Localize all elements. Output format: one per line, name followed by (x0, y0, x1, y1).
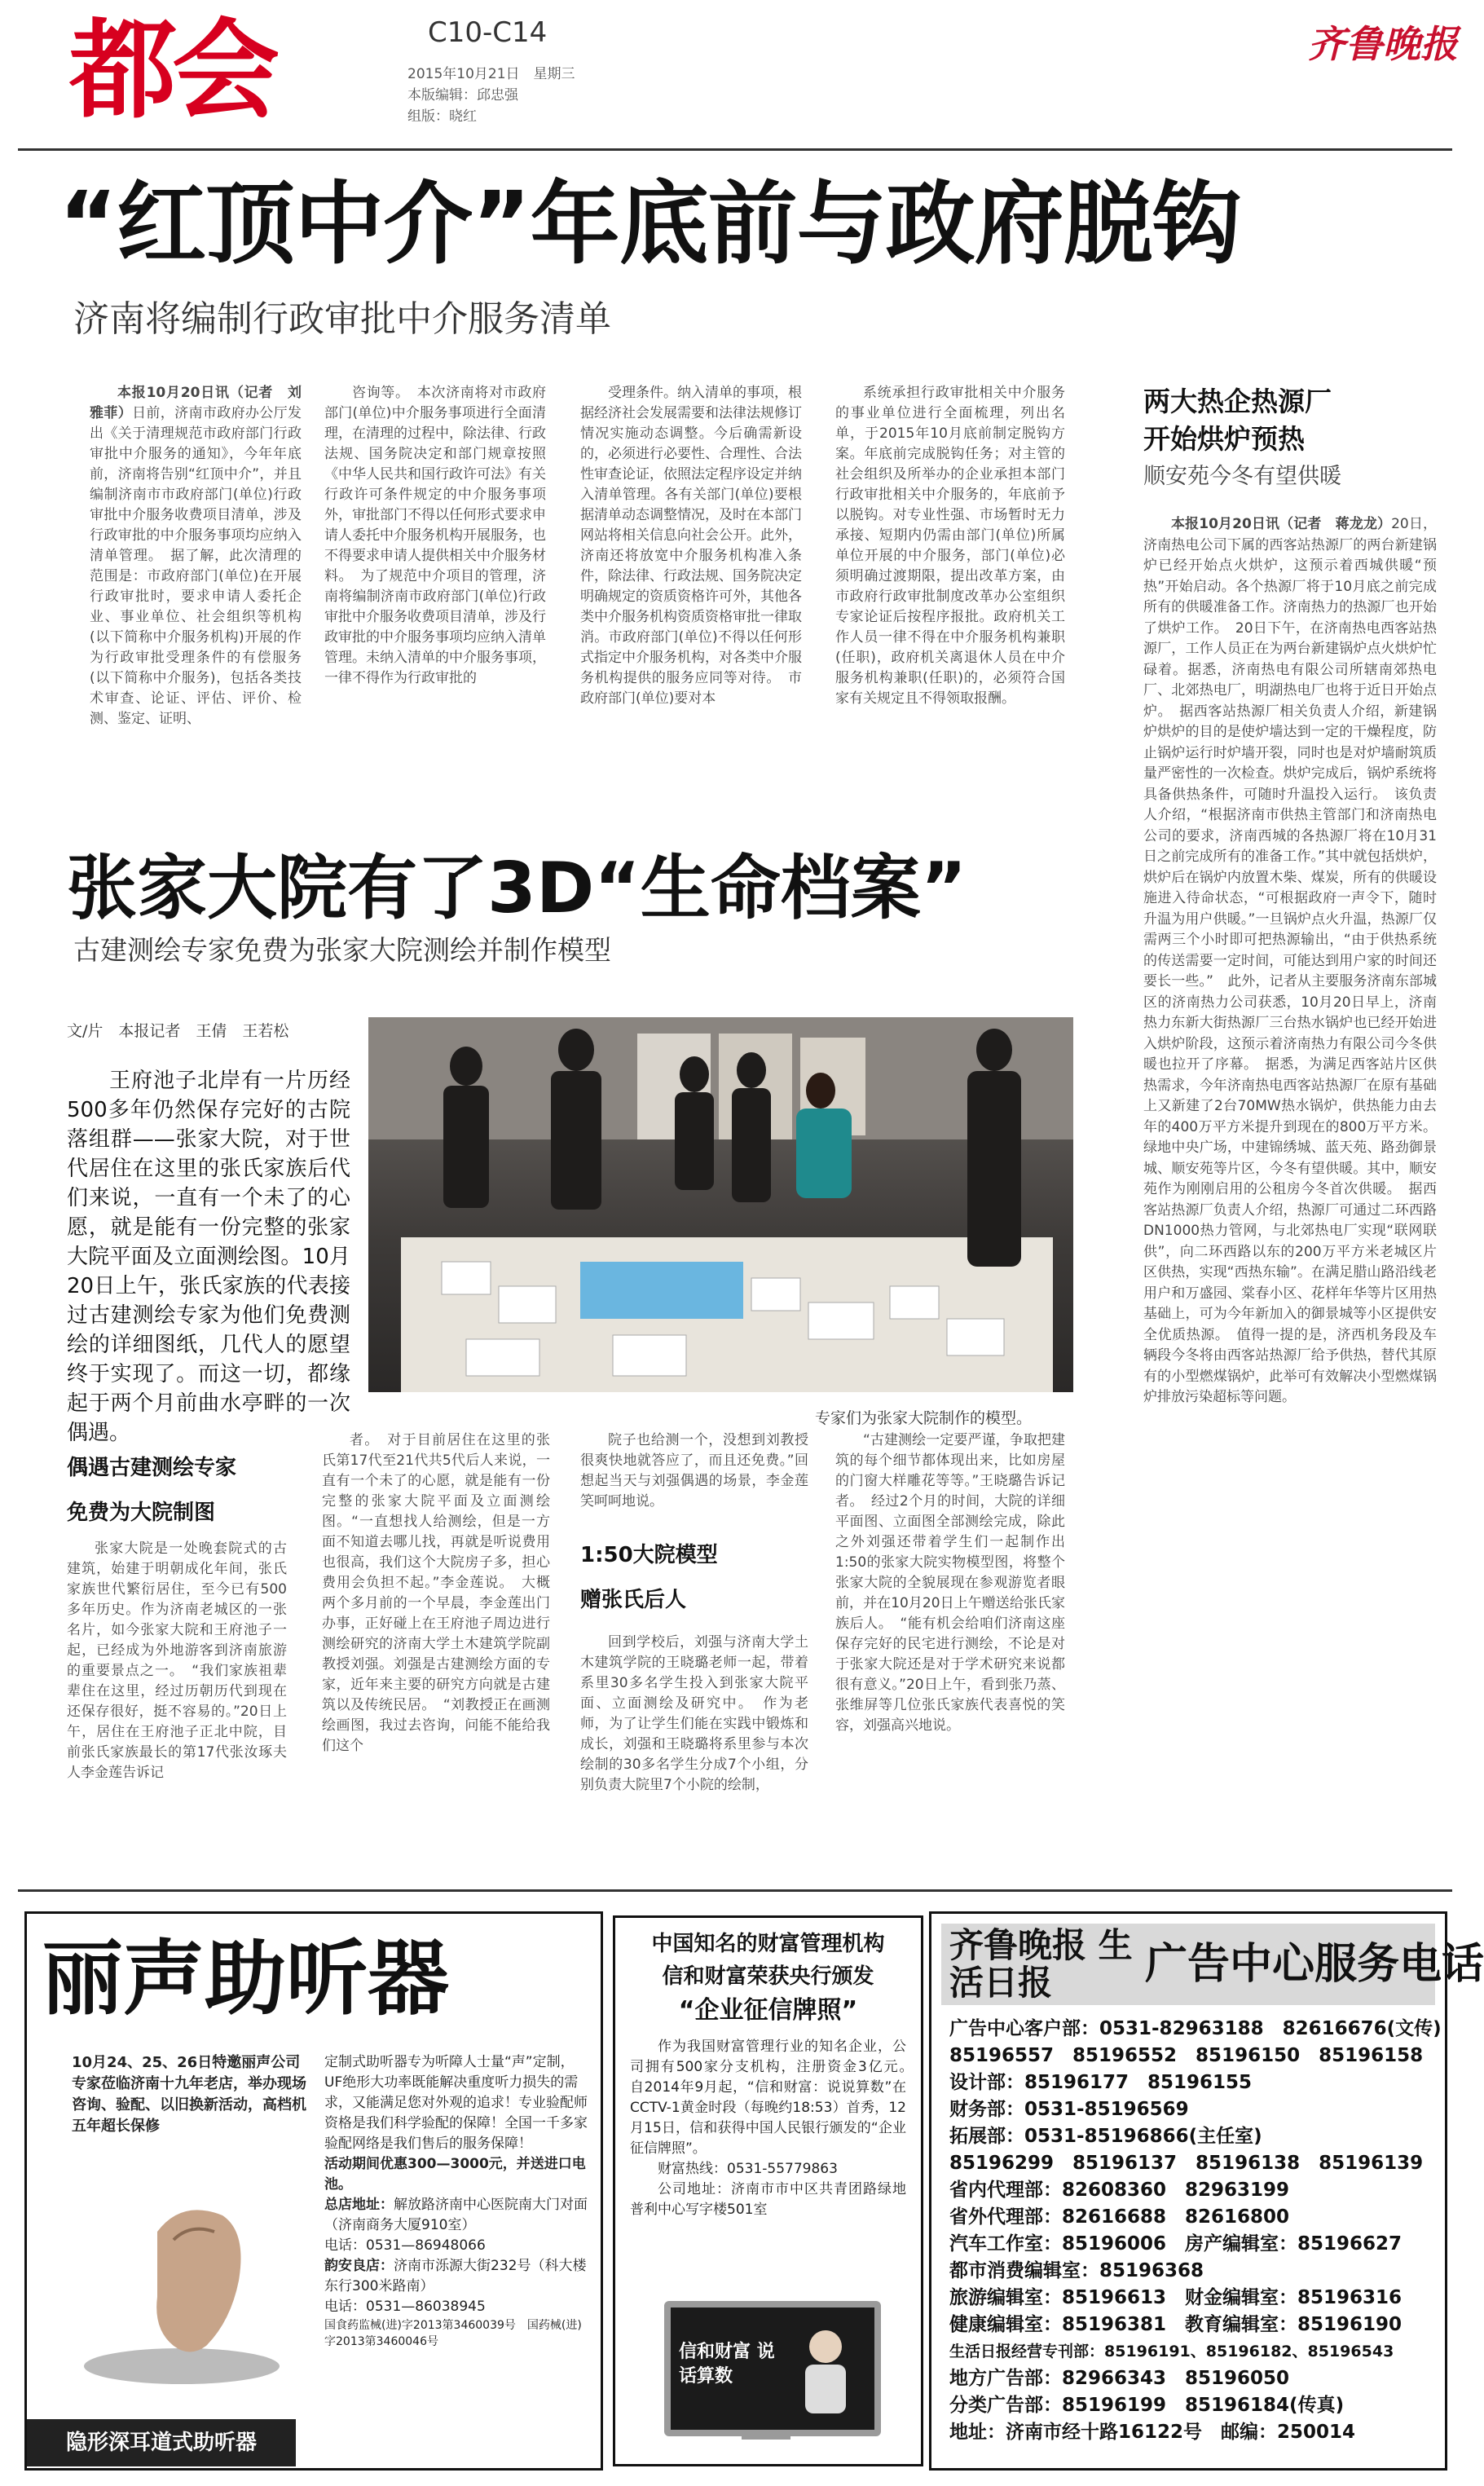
credit-ad-title-2: 信和财富荣获央行颁发 (662, 1964, 874, 1989)
story2-section2-title: 1:50大院模型 赠张氏后人 (580, 1543, 718, 1612)
directory-row: 省外代理部：82616688 82616800 (949, 2206, 1290, 2228)
credit-ad-title-3: “企业征信牌照” (678, 1996, 858, 2025)
model-photo (368, 1017, 1073, 1392)
story2-byline: 文/片 本报记者 王倩 王若松 (67, 1022, 289, 1040)
person-icon (793, 2324, 858, 2413)
directory-row: 分类广告部：85196199 85196184(传真) (949, 2395, 1345, 2416)
directory-row: 生活日报经营专刊部：85196191、85196182、85196543 (949, 2343, 1394, 2360)
story1-column-1: 本报10月20日讯（记者 刘雅菲）日前，济南市政府办公厅发出《关于清理规范市政府部门行政审批中介服务的通知》，今年年底前，济南将告别“红顶中介”，并且编制济南市市政府部门(单位)行政审批中介服务收费项目清单，涉及行政审批的中介服务事项均应纳入清单管理。 据了解，此次清理的范围是：市政府部门(单位)在开展行政审批时，要求申请人委托企业、事业单位、社会组织等机构(以下简称中介服务机构)开展的作为行政审批受理条件的有偿服务(以下简称中介服务)，包括各类技术审查、论证、评估、评价、检测、鉴定、证明、 (90, 385, 302, 727)
sidebar-dateline: 本报10月20日讯（记者 蒋龙龙） (1171, 516, 1392, 532)
sidebar-article (1143, 383, 1437, 1883)
model-photo-illustration (368, 1017, 1073, 1392)
directory-list (949, 2016, 1442, 2446)
sidebar-headline-2: 开始烘炉预热 (1143, 423, 1305, 455)
story1-column-3: 受理条件。纳入清单的事项，根据经济社会发展需要和法律法规修订情况实施动态调整。今后确需新设的，必须进行必要性、合理性、合法性审查论证，依照法定程序设定并纳入清单管理。各有关部门(单位)要根据清单动态调整情况，及时在本部门网站将相关信息向社会公开。此外，济南还将放宽中介服务机构准入条件，除法律、行政法规、国务院决定明确规定的资质资格许可外，其他各类中介服务机构资质资格审批一律取消。市政府部门(单位)不得以任何形式指定中介服务机构，对各类中介服务机构提供的服务应同等对待。 市政府部门(单位)要对本 (580, 385, 802, 707)
story2-column-1: 张家大院是一处晚套院式的古建筑，始建于明朝成化年间，张氏家族世代繁衍居住，至今已有500多年历史。作为济南老城区的一张名片，如今张家大院和王府池子一起，已经成为外地游客到济南旅游的重要景点之一。 “我们家族祖辈辈住在这里，经过历朝历代到现在还保存很好，挺不容易的。”20日上午，居住在王府池子正北中院，目前张氏家族最长的第17代张汝琢夫人李金莲告诉记 (67, 1541, 287, 1781)
hearing-aid-ad (24, 1911, 603, 2471)
hearing-ad-banner: 隐形深耳道式助听器 (27, 2419, 296, 2466)
story2-section1-title: 偶遇古建测绘专家 免费为大院制图 (67, 1456, 237, 1525)
hearing-ad-intro: 10月24、25、26日特邀丽声公司专家莅临济南十九年老店，举办现场咨询、验配、以旧换新活动，高档机五年超长保修 (72, 2054, 306, 2135)
credit-ad (613, 1915, 923, 2466)
layout-credit: 组版：晓红 (407, 108, 477, 125)
credit-ad-tv (664, 2301, 881, 2436)
masthead-rule (18, 148, 1452, 151)
directory-row: 85196557 85196552 85196150 85196158 (949, 2045, 1424, 2066)
directory-row: 设计部：85196177 85196155 (949, 2072, 1253, 2093)
story2-lead: 王府池子北岸有一片历经500多年仍然保存完好的古院落组群——张家大院，对于世代居住在这里的张氏家族后代们来说，一直有一个未了的心愿，就是能有一份完整的张家大院平面及立面测绘图。10月20日上午，张氏家族的代表接过古建测绘专家为他们免费测绘的详细图纸，几代人的愿望终于实现了。而这一切，都缘起于两个月前曲水亭畔的一次偶遇。 (67, 1069, 350, 1445)
directory-title: 广告中心服务电话 (1145, 1940, 1484, 1989)
ads-rule (18, 1889, 1452, 1892)
sidebar-body: 本报10月20日讯（记者 蒋龙龙）20日，济南热电公司下属的西客站热源厂的两台新建锅炉已经开始点火烘炉，这预示着西城供暖“预热”开始启动。各个热源厂将于10月底之前完成所有的供暖准备工作。济南热力的热源厂也开始了烘炉工作。 20日下午，在济南热电西客站热源厂，工作人员正在为两台新建锅炉点火烘炉忙碌着。据悉，济南热电有限公司所辖南郊热电厂、北郊热电厂，明湖热电厂也将于近日开始点炉。 据西客站热源厂相关负责人介绍，新建锅炉烘炉的目的是使炉墙达到一定的干燥程度，防止锅炉运行时炉墙开裂，同时也是对炉墙耐筑质量严密性的一次检查。烘炉完成后，锅炉系统将具备供热条件，可随时升温投入运行。 该负责人介绍，“根据济南市供热主管部门和济南热电公司的要求，济南西城的各热源厂将在10月31日之前完成所有的准备工作。”其中就包括烘炉，烘炉后在锅炉内放置木柴、煤炭，所有的供暖设施进入待命状态，“可根据政府一声令下，随时升温为用户供暖。”一旦锅炉点火升温，热源厂仅需两三个小时即可把热源输出，“由于供热系统的传送需要一定时间，可能达到用户家的时间还要长一些。” 此外，记者从主要服务济南东部城区的济南热力公司获悉，10月20日早上，济南热力东新大街热源厂三台热水锅炉也已经开始进入烘炉阶段，这预示着济南热力有限公司今冬供暖也拉开了序幕。 据悉，为满足西客站片区供热需求，今年济南热电西客站热源厂在原有基础上又新建了2台70MW热水锅炉，供热能力由去年的400万平方米提升到现在的800万平方米。绿地中央广场，中建锦绣城、蓝天苑、路劲御景城、顺安苑等片区，今冬有望供暖。其中，顺安苑作为刚刚启用的公租房今冬首次供暖。 据西客站热源厂负责人介绍，热源厂可通过二环西路DN1000热力管网，与北郊热电厂实现“联网联供”，向二环西路以东的200万平方米老城区片区供热，实现“西热东输”。在满足腊山路沿线老用户和万盛园、棠春小区、花样年华等片区用热基础上，可为今年新加入的御景城等小区提供安全优质热源。 值得一提的是，济西机务段及车辆段今冬将由西客站热源厂给予供热，替代其原有的小型燃煤锅炉，此举可有效解决小型燃煤锅炉排放污染超标等问题。 (1143, 516, 1437, 1405)
directory-row: 85196299 85196137 85196138 85196139 (949, 2153, 1424, 2174)
directory-row: 地方广告部：82966343 85196050 (949, 2368, 1290, 2389)
directory-row: 拓展部：0531-85196866(主任室) (949, 2126, 1262, 2147)
directory-row: 汽车工作室：85196006 房产编辑室：85196627 (949, 2233, 1403, 2255)
credit-ad-body: 作为我国财富管理行业的知名企业，公司拥有500家分支机构，注册资金3亿元。 自2014年9月起，“信和财富：说说算数”在CCTV-1黄金时段（每晚约18:53）首秀，12月15日，信和获得中国人民银行颁发的“企业征信牌照”。 财富热线：0531-55779863 公司地址：济南市市中区共青团路绿地普利中心写字楼501室 (630, 2039, 920, 2218)
hearing-ad-title: 丽声助听器 (42, 1931, 449, 2026)
tv-stand (742, 2430, 790, 2440)
story1-dateline: 本报10月20日讯（记者 刘雅菲） (90, 385, 302, 421)
page-range: C10-C14 (428, 16, 548, 49)
story1-headline: “红顶中介”年底前与政府脱钩 (59, 172, 1241, 276)
hearing-aid-icon (59, 2183, 304, 2395)
directory-row: 都市消费编辑室：85196368 (949, 2260, 1204, 2281)
hearing-ad-details: 定制式助听器专为听障人士量“声”定制，UF绝形大功率既能解决重度听力损失的需求，又能满足您对外观的追求！专业验配师资格是我们科学验配的保障！全国一千多家验配网络是我们售后的服务保障！ 活动期间优惠300—3000元，并送进口电池。 总店地址：解放路济南中心医院南大门对面（济南商务大厦910室） 电话：0531—86948066 韵安良店：济南市泺源大街232号（科大楼东行300米路南） 电话：0531—86038945 国食药监械(进)字2013第3460039号 国药械(进)字2013第3460046号 (324, 2054, 588, 2348)
directory-row: 地址：济南市经十路16122号 邮编：250014 (949, 2422, 1356, 2443)
credit-ad-title-1: 中国知名的财富管理机构 (651, 1932, 885, 1956)
directory-row: 省内代理部：82608360 82963199 (949, 2180, 1290, 2201)
directory-row: 财务部：0531-85196569 (949, 2099, 1189, 2120)
credit-ad-tv-text: 信和财富 说话算数 (679, 2342, 775, 2387)
editor-credit: 本版编辑：邱忠强 (407, 87, 518, 104)
directory-header (941, 1924, 1484, 2005)
sidebar-subhead: 顺安苑今冬有望供暖 (1143, 464, 1341, 489)
issue-meta (407, 64, 575, 127)
story2-column-3: 院子也给测一个，没想到刘教授很爽快地就答应了，而且还免费。”回想起当天与刘强偶遇的场景，李金莲笑呵呵地说。 1:50大院模型 赠张氏后人 回到学校后，刘强与济南大学土木建筑学院的王晓璐老师一起，带着系里30多名学生投入到张家大院平面、立面测绘及研究中。 作为老师，为了让学生们能在实践中锻炼和成长，刘强和王晓璐将系里参与本次绘制的30多名学生分成7个小组，分别负责大院里7个小院的绘制， (580, 1432, 808, 1793)
story2-headline: 张家大院有了3D“生命档案” (67, 848, 967, 929)
issue-date: 2015年10月21日 星期三 (407, 66, 575, 82)
sidebar-headline-1: 两大热企热源厂 (1143, 386, 1332, 417)
photo-caption: 专家们为张家大院制作的模型。 (815, 1409, 1033, 1427)
section-title: 都会 (69, 8, 275, 134)
story2-subhead: 古建测绘专家免费为张家大院测绘并制作模型 (73, 934, 611, 966)
directory-row: 旅游编辑室：85196613 财金编辑室：85196316 (949, 2287, 1403, 2308)
ad-service-directory (929, 1911, 1484, 2471)
story1-column-2: 咨询等。 本次济南将对市政府部门(单位)中介服务事项进行全面清理，在清理的过程中，除法律、行政法规、国务院决定和部门规章按照《中华人民共和国行政许可法》有关行政许可条件规定的中介服务事项外，审批部门不得以任何形式要求申请人委托中介服务机构开展服务，也不得要求申请人提供相关中介服务材料。 为了规范中介项目的管理，济南将编制济南市政府部门(单位)行政审批中介服务收费项目清单，涉及行政审批的中介服务事项均应纳入清单管理。未纳入清单的中介服务事项，一律不得作为行政审批的 (324, 385, 546, 686)
story1-column-4: 系统承担行政审批相关中介服务的事业单位进行全面梳理，列出名单，于2015年10月底前制定脱钩方案。年底前完成脱钩任务；对主管的社会组织及所举办的企业承担本部门行政审批相关中介服务的，年底前予以脱钩。对专业性强、市场暂时无力承接、短期内仍需由部门(单位)所属单位开展的中介服务，部门(单位)必须明确过渡期限，提出改革方案，由市政府行政审批制度改革办公室组织专家论证后按程序报批。政府机关工作人员一律不得在中介服务机构兼职(任职)，政府机关离退休人员在中介服务机构兼职(任职)的，必须符合国家有关规定且不得领取报酬。 (835, 385, 1065, 707)
story1-subhead: 济南将编制行政审批中介服务清单 (73, 298, 611, 340)
newspaper-logo: 齐鲁晚报 (1308, 22, 1458, 66)
directory-row: 广告中心客户部：0531-82963188 82616676(文传) (949, 2018, 1442, 2039)
story2-column-2: 者。 对于目前居住在这里的张氏第17代至21代共5代后人来说，一直有一个未了的心愿，就是能有一份完整的张家大院平面及立面测绘图。“一直想找人给测绘，但是一方面不知道去哪儿找，再就是听说费用也很高，我们这个大院房子多，担心费用会负担不起。”李金莲说。 大概两个多月前的一个早晨，李金莲出门办事，正好碰上在王府池子周边进行测绘研究的济南大学土木建筑学院副教授刘强。刘强是古建测绘方面的专家，近年来主要的研究方向就是古建筑以及传统民居。 “刘教授正在画测绘画图，我过去咨询，问能不能给我们这个 (322, 1432, 550, 1754)
story2-column-4: “古建测绘一定要严谨，争取把建筑的每个细节都体现出来，比如房屋的门窗大样雕花等等。”王晓璐告诉记者。 经过2个月的时间，大院的详细平面图、立面图全部测绘完成，除此之外刘强还带着学生们一起制作出1:50的张家大院实物模型图，将整个张家大院的全貌展现在参观游览者眼前，并在10月20日上午赠送给张氏家族后人。 “能有机会给咱们济南这座保存完好的民宅进行测绘，不论是对于张家大院还是对于学术研究来说都很有意义。”20日上午，看到张乃蒸、张维屏等几位张氏家族代表喜悦的笑容，刘强高兴地说。 (835, 1432, 1065, 1734)
directory-brand: 齐鲁晚报 生活日报 (949, 1925, 1133, 2003)
directory-row: 健康编辑室：85196381 教育编辑室：85196190 (949, 2314, 1403, 2335)
